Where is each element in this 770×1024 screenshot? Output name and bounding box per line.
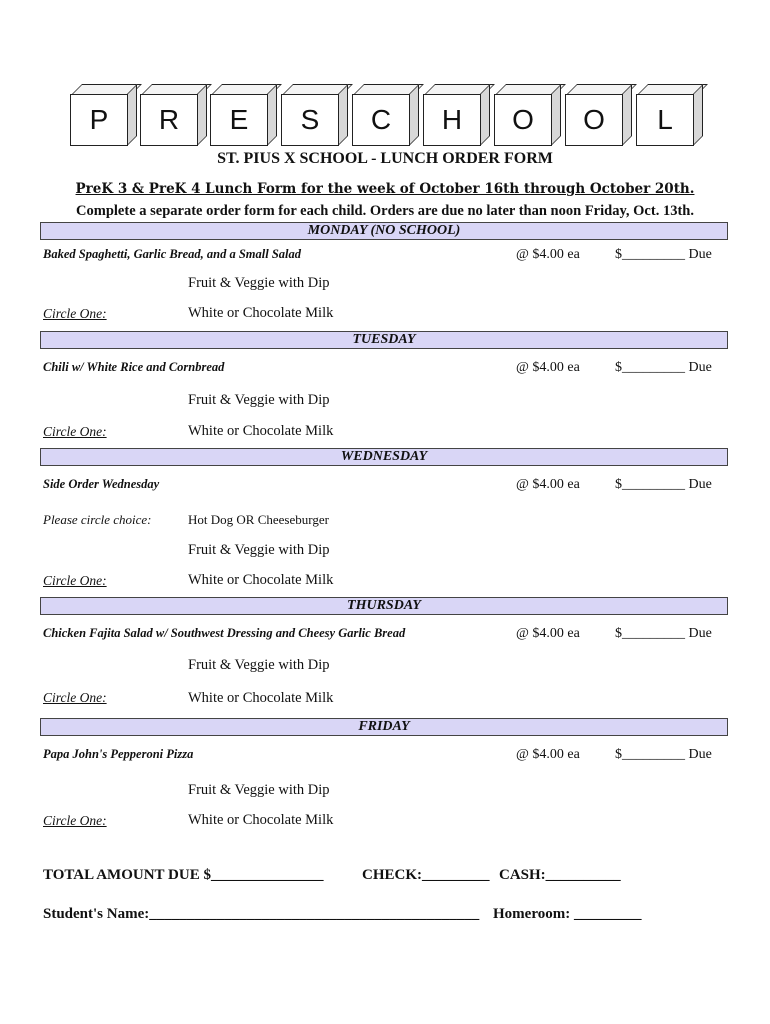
menu-item: Side Order Wednesday <box>43 477 160 491</box>
fruit-line: Fruit & Veggie with Dip <box>188 392 330 408</box>
day-header-friday: FRIDAY <box>40 718 728 736</box>
banner-block: O <box>565 84 633 150</box>
banner-block: H <box>423 84 491 150</box>
banner-block: L <box>636 84 704 150</box>
entree-choice[interactable]: Hot Dog OR Cheeseburger <box>188 512 329 527</box>
price: @ $4.00 ea <box>516 477 580 492</box>
banner-block: S <box>281 84 349 150</box>
circle-one-label: Circle One: <box>43 573 107 588</box>
day-header-monday: MONDAY (NO SCHOOL) <box>40 222 728 240</box>
fruit-line: Fruit & Veggie with Dip <box>188 782 330 798</box>
amount-due-field[interactable]: $_________ Due <box>615 477 712 492</box>
price: @ $4.00 ea <box>516 626 580 641</box>
menu-item: Baked Spaghetti, Garlic Bread, and a Small Salad <box>43 247 302 261</box>
amount-due-field[interactable]: $_________ Due <box>615 247 712 262</box>
form-instructions: Complete a separate order form for each child. Orders are due no later than noon Friday, Oct. 13th. <box>76 203 694 219</box>
amount-due-field[interactable]: $_________ Due <box>615 626 712 641</box>
price: @ $4.00 ea <box>516 360 580 375</box>
circle-one-label: Circle One: <box>43 306 107 321</box>
banner-block: E <box>210 84 278 150</box>
student-name-field[interactable]: Student's Name:____________________________________________ <box>43 906 480 922</box>
amount-due-field[interactable]: $_________ Due <box>615 360 712 375</box>
milk-choice[interactable]: White or Chocolate Milk <box>188 305 334 321</box>
day-header-tuesday: TUESDAY <box>40 331 728 349</box>
milk-choice[interactable]: White or Chocolate Milk <box>188 690 334 706</box>
check-field[interactable]: CHECK:_________ <box>362 867 490 883</box>
banner-block: C <box>352 84 420 150</box>
circle-one-label: Circle One: <box>43 690 107 705</box>
total-amount-due-field[interactable]: TOTAL AMOUNT DUE $_______________ <box>43 867 324 883</box>
homeroom-field[interactable]: Homeroom: _________ <box>493 906 642 922</box>
fruit-line: Fruit & Veggie with Dip <box>188 542 330 558</box>
circle-one-label: Circle One: <box>43 813 107 828</box>
circle-one-label: Circle One: <box>43 424 107 439</box>
milk-choice[interactable]: White or Chocolate Milk <box>188 812 334 828</box>
price: @ $4.00 ea <box>516 747 580 762</box>
milk-choice[interactable]: White or Chocolate Milk <box>188 423 334 439</box>
day-header-wednesday: WEDNESDAY <box>40 448 728 466</box>
banner-block: R <box>140 84 208 150</box>
fruit-line: Fruit & Veggie with Dip <box>188 275 330 291</box>
form-title: ST. PIUS X SCHOOL - LUNCH ORDER FORM <box>217 150 553 167</box>
cash-field[interactable]: CASH:__________ <box>499 867 621 883</box>
milk-choice[interactable]: White or Chocolate Milk <box>188 572 334 588</box>
menu-item: Chicken Fajita Salad w/ Southwest Dressing and Cheesy Garlic Bread <box>43 626 406 640</box>
menu-item: Papa John's Pepperoni Pizza <box>43 747 194 761</box>
banner-block: O <box>494 84 562 150</box>
form-subtitle: PreK 3 & PreK 4 Lunch Form for the week of October 16th through October 20th. <box>75 181 695 197</box>
price: @ $4.00 ea <box>516 247 580 262</box>
fruit-line: Fruit & Veggie with Dip <box>188 657 330 673</box>
amount-due-field[interactable]: $_________ Due <box>615 747 712 762</box>
day-header-thursday: THURSDAY <box>40 597 728 615</box>
menu-item: Chili w/ White Rice and Cornbread <box>43 360 225 374</box>
choice-label: Please circle choice: <box>43 512 152 527</box>
banner-block: P <box>70 84 138 150</box>
